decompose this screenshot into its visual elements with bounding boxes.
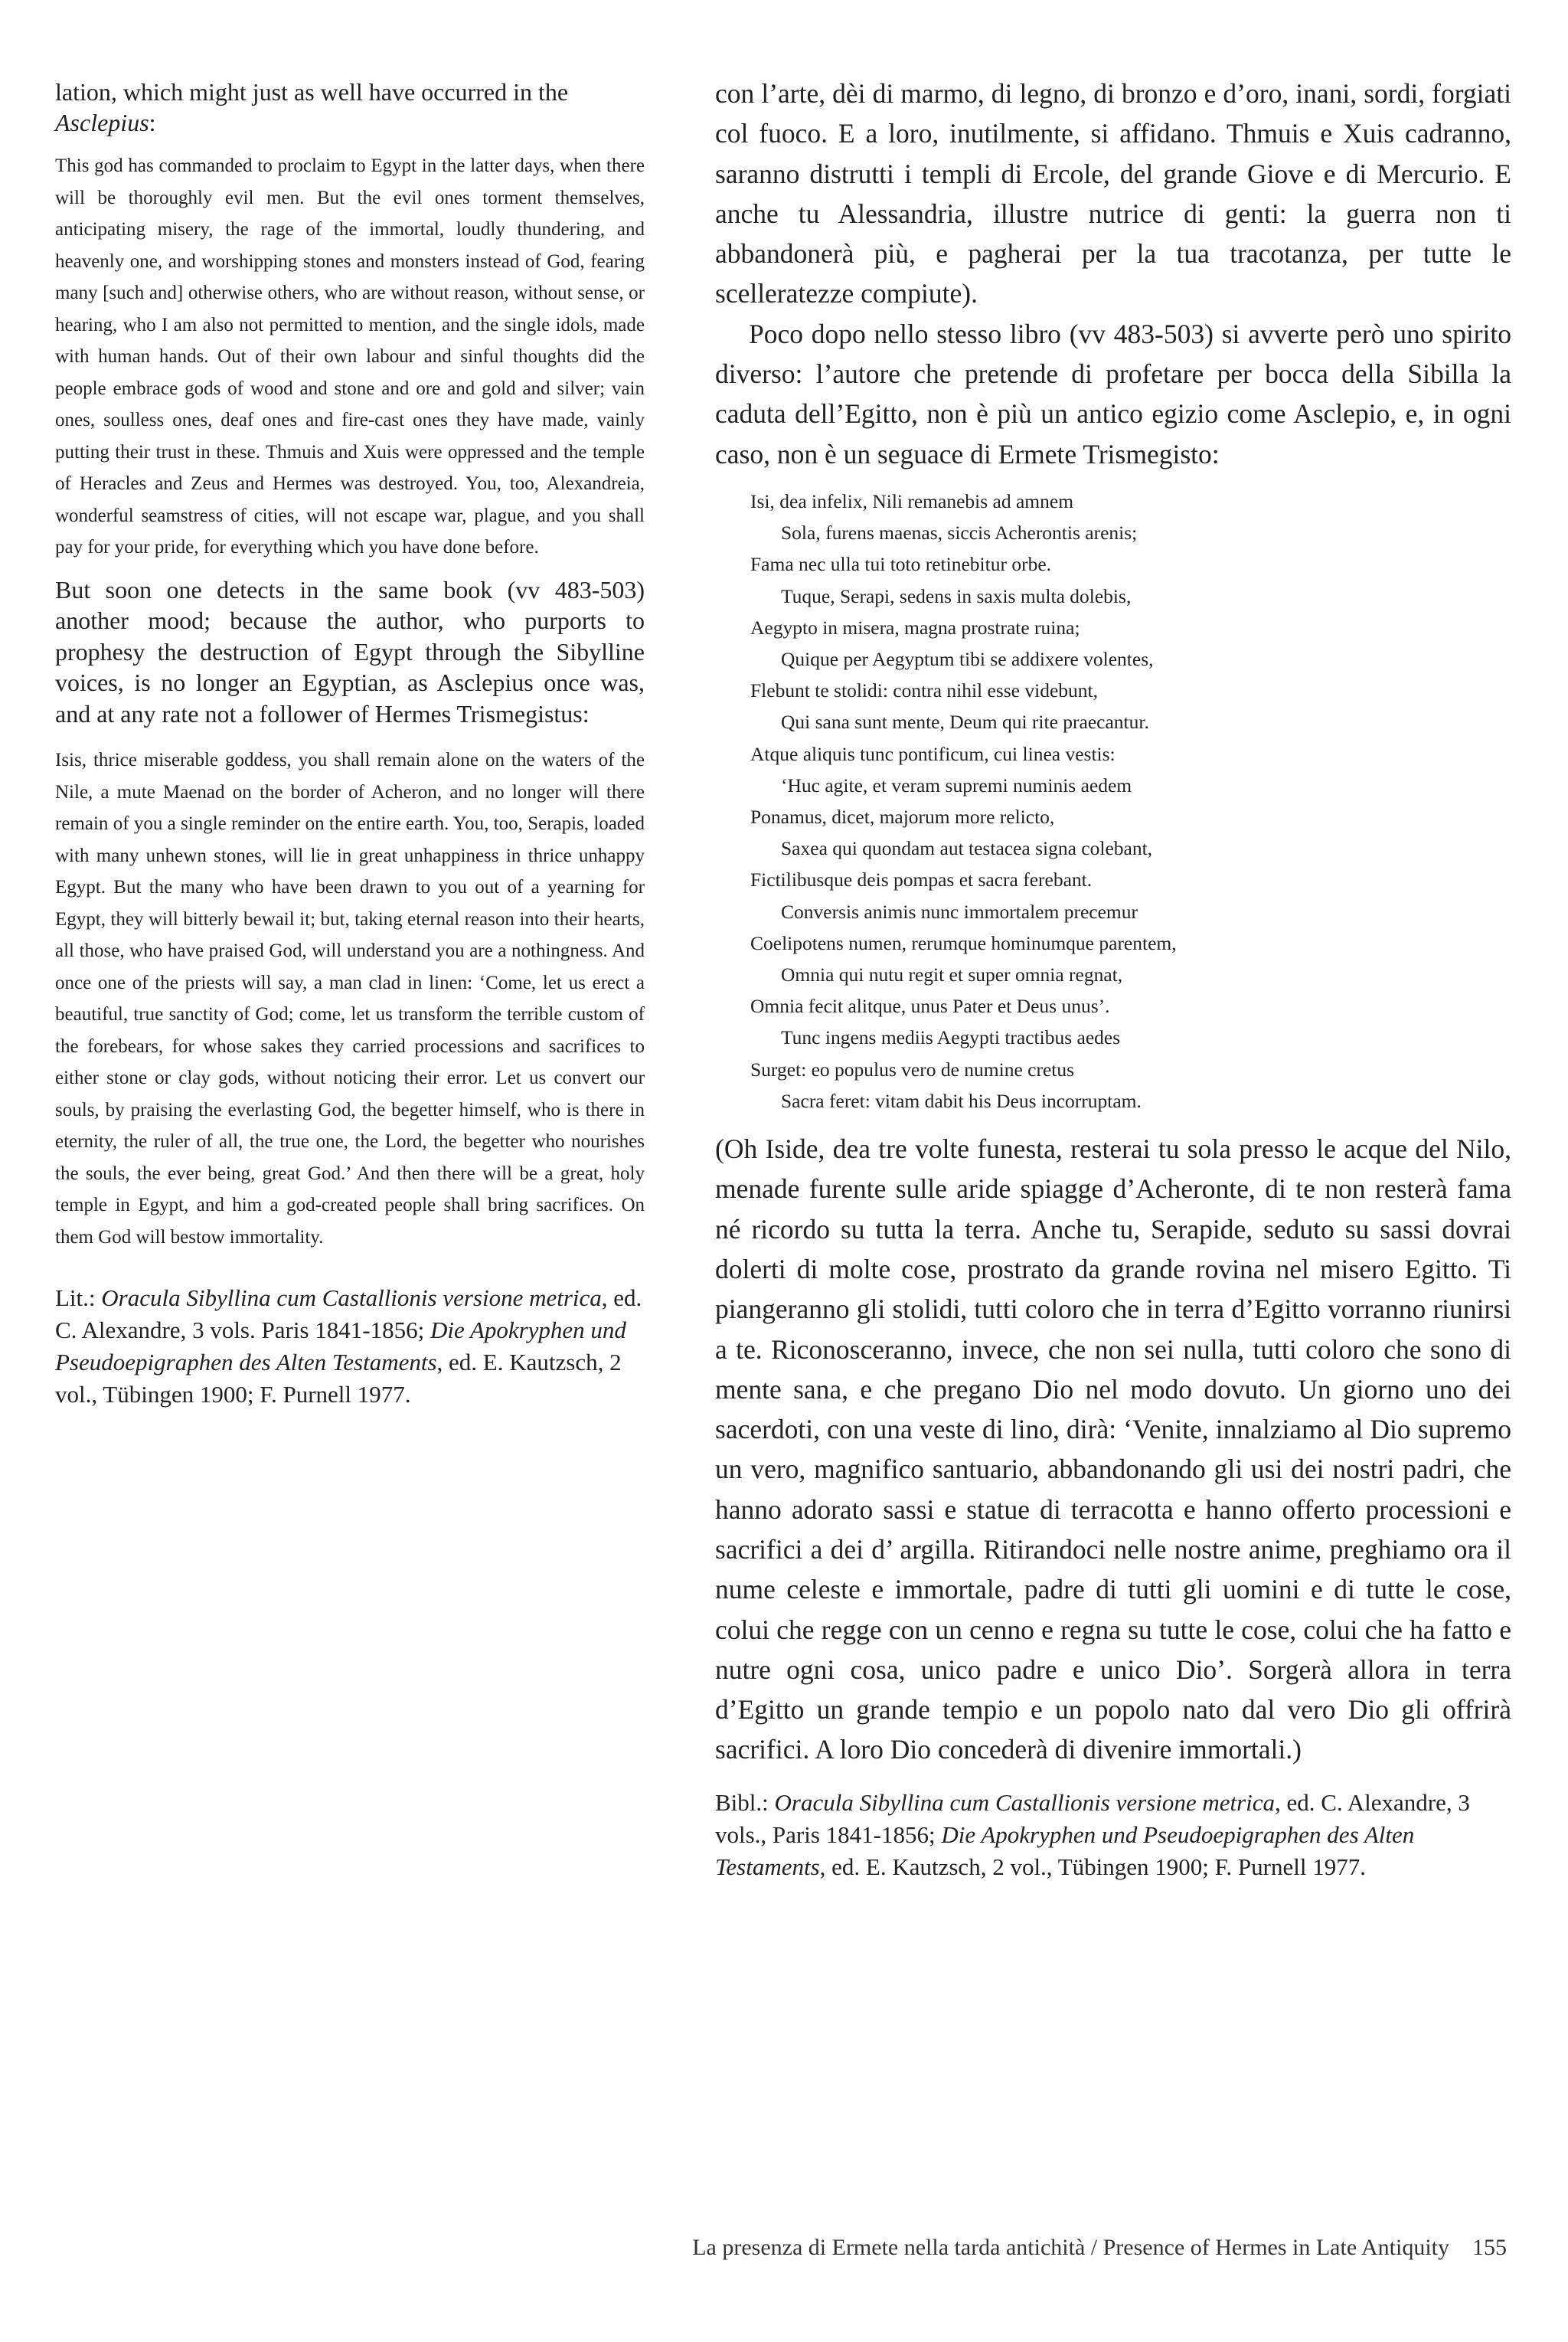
bibl-title-1: Oracula Sibyllina cum Castallionis versione metrica — [774, 1788, 1276, 1816]
latin-line: Flebunt te stolidi: contra nihil esse videbunt, — [750, 679, 1098, 702]
bibl-prefix: Bibl.: — [715, 1788, 769, 1816]
latin-line: Isi, dea infelix, Nili remanebis ad amnem — [750, 489, 1074, 512]
latin-line: ‘Huc agite, et veram supremi numinis aedem — [781, 774, 1132, 796]
lit-mid: , ed. C. Alexandre, 3 vols. Paris 1841-1856; — [55, 1284, 642, 1343]
lit-title-1: Oracula Sibyllina cum Castallionis versione metrica — [101, 1284, 602, 1311]
latin-line: Sola, furens maenas, siccis Acherontis arenis; — [781, 522, 1138, 545]
bibliography-reference — [715, 1787, 1511, 1883]
block-quote-english-2: Isis, thrice miserable goddess, you shall remain alone on the waters of the Nile, a mute Maenad on the border of Acheron, and no longer will there remain of you a single reminder on the entire earth. You, too, Serapis, loaded with many unhewn stones, will lie in great unhappiness in thrice unhappy Egypt. But the many who have been drawn to you out of a yearning for Egypt, they will bitterly bewail it; but, taking eternal reason into their hearts, all those, who have praised God, will understand you are a nothingness. And once one of the priests will say, a man clad in linen: ‘Come, let us erect a beautiful, true sanctity of God; come, let us transform the terrible custom of the forebears, for whose sakes they carried processions and sacrifices to either stone or clay gods, without noticing their error. Let us convert our souls, by praising the everlasting God, the begetter himself, who is there in eternity, the ruler of all, the true one, the Lord, the begetter who nourishes the souls, the ever being, great God.’ And then there will be a great, holy temple in Egypt, and him a god-created people shall bring sacrifices. On them God will bestow immortality. — [55, 750, 645, 1248]
italian-paragraph-2: Poco dopo nello stesso libro (vv 483-503) si avverte però uno spirito diverso: l’autore che pretende di profetare per bocca della Sibilla la caduta dell’Egitto, non è più un antico egizio come Asclepio, e, in ogni caso, non è un seguace di Ermete Trismegisto: — [715, 318, 1511, 469]
running-title: La presenza di Ermete nella tarda antichità / Presence of Hermes in Late Antiquity — [692, 2235, 1449, 2260]
lit-title-2: Die Apokryphen und Pseudoepigraphen des Alten Testaments — [55, 1317, 626, 1375]
lead-paragraph-english: But soon one detects in the same book (vv 483-503) another mood; because the author, who purports to prophesy the destruction of Egypt through the Sibylline voices, is no longer an Egyptian, as Asclepius once was, and at any rate not a follower of Hermes Trismegistus: — [55, 575, 645, 728]
intro-title: Asclepius — [55, 109, 149, 136]
latin-line: Tuque, Serapi, sedens in saxis multa dolebis, — [781, 584, 1132, 607]
lit-prefix: Lit.: — [55, 1284, 96, 1311]
latin-line: Sacra feret: vitam dabit his Deus incorruptam. — [781, 1089, 1142, 1112]
latin-line: Qui sana sunt mente, Deum qui rite praecantur. — [781, 711, 1149, 734]
italian-paragraph-3: (Oh Iside, dea tre volte funesta, resterai tu sola presso le acque del Nilo, menade furente sulle aride spiagge d’Acheronte, di te non resterà fama né ricordo su tutta la terra. Anche tu, Serapide, seduto su sassi dovrai dolerti di molte cose, prostrato da grande rovina nel misero Egitto. Ti piangeranno gli stolidi, tutti coloro che in terra d’Egitto vorranno riunirsi a te. Riconosceranno, invece, che non sei nulla, tutti coloro che sono di mente sana, e che pregano Dio nel modo dovuto. Un giorno uno dei sacerdoti, con una veste di lino, dirà: ‘Venite, innalziamo al Dio supremo un vero, magnifico santuario, abbandonando gli usi dei nostri padri, che hanno adorato sassi e statue di terracotta e hanno offerto processioni e sacrifici a dei d’ argilla. Ritirandoci nelle nostre anime, preghiamo ora il nume celeste e immortale, padre di tutti gli uomini e di tutte le cose, colui che regge con un cenno e regna su tutte le cose, colui che ha fatto e nutre ogni cosa, unico padre e unico Dio’. Sorgerà allora in terra d’Egitto un grande tempio e un popolo nato dal vero Dio gli offrirà sacrifici. A loro Dio concederà di divenire immortali.) — [715, 1133, 1511, 1765]
bibl-tail: , ed. E. Kautzsch, 2 vol., Tübingen 1900; F. Purnell 1977. — [819, 1853, 1366, 1880]
intro-end: : — [149, 109, 156, 136]
latin-line: Fictilibusque deis pompas et sacra ferebant. — [750, 868, 1093, 891]
left-column — [55, 77, 645, 1411]
latin-line: Conversis animis nunc immortalem precemur — [781, 900, 1138, 923]
right-column — [715, 74, 1511, 1883]
page-footer — [481, 2235, 1507, 2261]
italian-paragraph-1: con l’arte, dèi di marmo, di legno, di bronzo e d’oro, inani, sordi, forgiati col fuoco. E a loro, inutilmente, si affidano. Thmuis e Xuis cadranno, saranno distrutti i templi di Ercole, del grande Giove e di Mercurio. E anche tu Alessandria, illustre nutrice di genti: la guerra non ti abbandonerà più, e pagherai per la tua tracotanza, per tutte le scelleratezze compiute). — [715, 78, 1511, 309]
latin-line: Omnia fecit alitque, unus Pater et Deus unus’. — [750, 995, 1110, 1018]
intro-text: lation, which might just as well have occurred in the — [55, 78, 569, 106]
page-number: 155 — [1472, 2235, 1507, 2260]
literature-reference — [55, 1282, 645, 1411]
bibl-mid: , ed. C. Alexandre, 3 vols., Paris 1841-1856; — [715, 1788, 1470, 1848]
intro-paragraph — [55, 77, 645, 138]
lit-tail: , ed. E. Kautzsch, 2 vol., Tübingen 1900; F. Purnell 1977. — [55, 1349, 622, 1408]
latin-line: Ponamus, dicet, majorum more relicto, — [750, 806, 1055, 828]
latin-line: Saxea qui quondam aut testacea signa colebant, — [781, 837, 1153, 860]
latin-line: Tunc ingens mediis Aegypti tractibus aedes — [781, 1026, 1121, 1049]
latin-line: Surget: eo populus vero de numine cretus — [750, 1058, 1075, 1081]
latin-line: Quique per Aegyptum tibi se addixere volentes, — [781, 647, 1154, 670]
latin-line: Aegypto in misera, magna prostrate ruina; — [750, 616, 1080, 639]
latin-line: Fama nec ulla tui toto retinebitur orbe. — [750, 553, 1052, 576]
latin-line: Coelipotens numen, rerumque hominumque parentem, — [750, 931, 1177, 954]
latin-line: Omnia qui nutu regit et super omnia regnat, — [781, 963, 1123, 986]
block-quote-english-1: This god has commanded to proclaim to Egypt in the latter days, when there will be thoroughly evil men. But the evil ones torment themselves, anticipating misery, the rage of the immortal, loudly thundering, and heavenly one, and worshipping stones and monsters instead of God, fearing many [such and] otherwise others, who are without reason, without sense, or hearing, who I am also not permitted to mention, and the single idols, made with human hands. Out of their own labour and sinful thoughts did the people embrace gods of wood and stone and ore and gold and silver; vain ones, soulless ones, deaf ones and fire-cast ones they have made, vainly putting their trust in these. Thmuis and Xuis were oppressed and the temple of Heracles and Zeus and Hermes was destroyed. You, too, Alexandreia, wonderful seamstress of cities, will not escape war, plague, and you shall pay for your pride, for everything which you have done before. — [55, 155, 645, 558]
bibl-title-2: Die Apokryphen und Pseudoepigraphen des Alten Testaments — [715, 1820, 1415, 1880]
latin-line: Atque aliquis tunc pontificum, cui linea vestis: — [750, 742, 1116, 765]
latin-verse-block — [750, 486, 1511, 1117]
